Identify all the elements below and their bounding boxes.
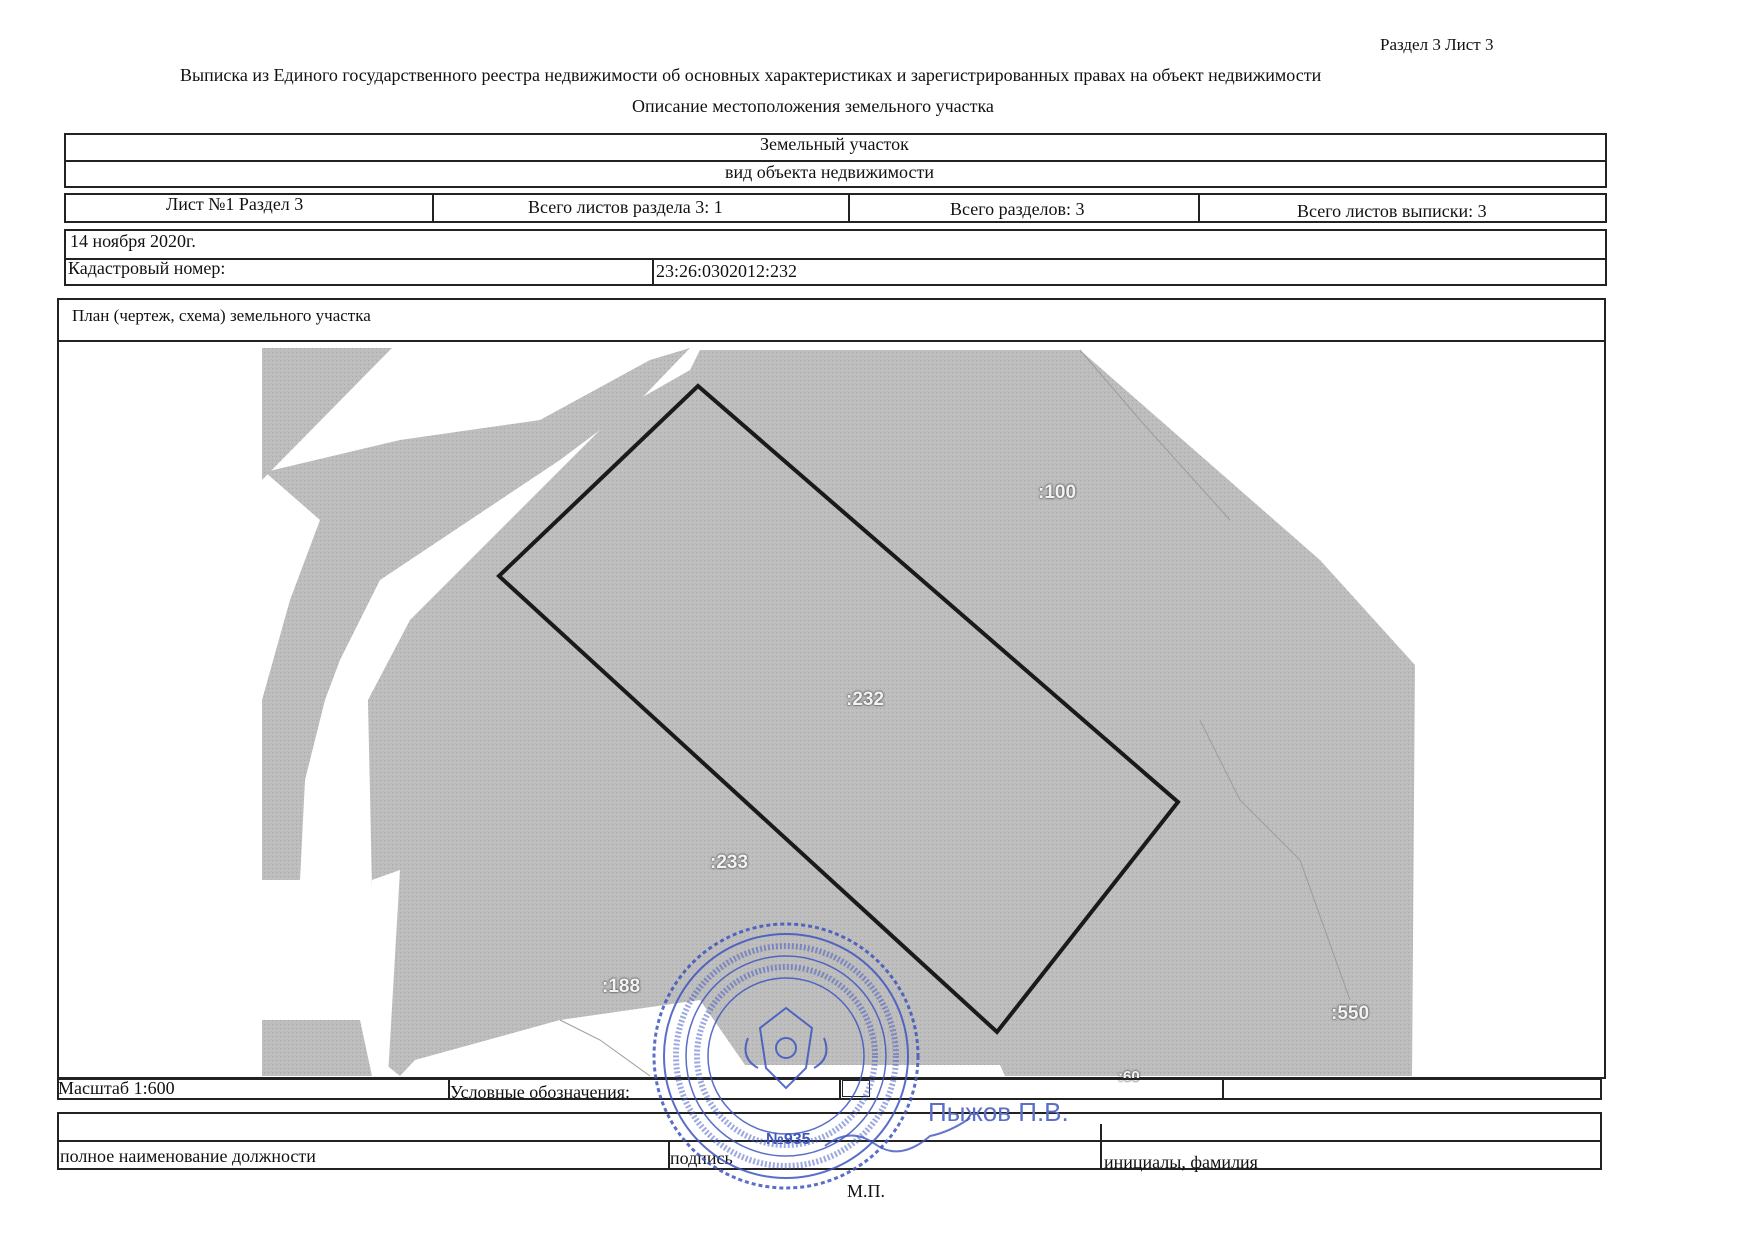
parcel-label-60: :60 [1118,1068,1140,1085]
plan-caption: План (чертеж, схема) земельного участка [72,306,371,325]
signature-scribble [820,1106,980,1166]
parcel-label-232: :232 [846,689,885,710]
signature-caption: подпись [670,1148,733,1168]
object-name: Земельный участок [760,134,909,154]
section-sheet-label: Раздел 3 Лист 3 [1380,35,1494,54]
parcel-label-233: :233 [710,852,749,873]
cadastral-number-label: Кадастровый номер: [68,258,226,278]
position-caption: полное наименование должности [60,1146,316,1166]
object-kind-caption: вид объекта недвижимости [725,162,934,182]
extract-date: 14 ноября 2020г. [70,231,196,251]
scale-label: Масштаб 1:600 [58,1078,175,1098]
total-sheets-section: Всего листов раздела 3: 1 [528,197,723,217]
divider [1222,1078,1224,1098]
cadastral-number-value: 23:26:0302012:232 [656,261,798,281]
signer-name: Пыжов П.В. [928,1097,1069,1127]
parcel-label-100: :100 [1038,482,1077,503]
document-title: Выписка из Единого государственного реестра недвижимости об основных характеристиках и зарегистрированных правах на объект недвижимости [180,65,1322,85]
initials-caption: инициалы, фамилия [1104,1152,1258,1172]
stamp-place-label: М.П. [847,1181,886,1201]
parcel-area-bottomleft [262,1020,372,1076]
sheet-number: Лист №1 Раздел 3 [166,194,304,214]
document-subtitle: Описание местоположения земельного участка [632,96,994,116]
divider [1100,1124,1102,1168]
parcel-label-188: :188 [602,976,641,997]
total-sections: Всего разделов: 3 [950,199,1085,219]
faint-boundary [560,1020,650,1076]
parcel-label-550: :550 [1331,1003,1370,1024]
total-sheets-extract: Всего листов выписки: 3 [1297,201,1487,221]
stamp-number: №935 [766,1131,811,1148]
legend-label: Условные обозначения: [450,1082,631,1102]
